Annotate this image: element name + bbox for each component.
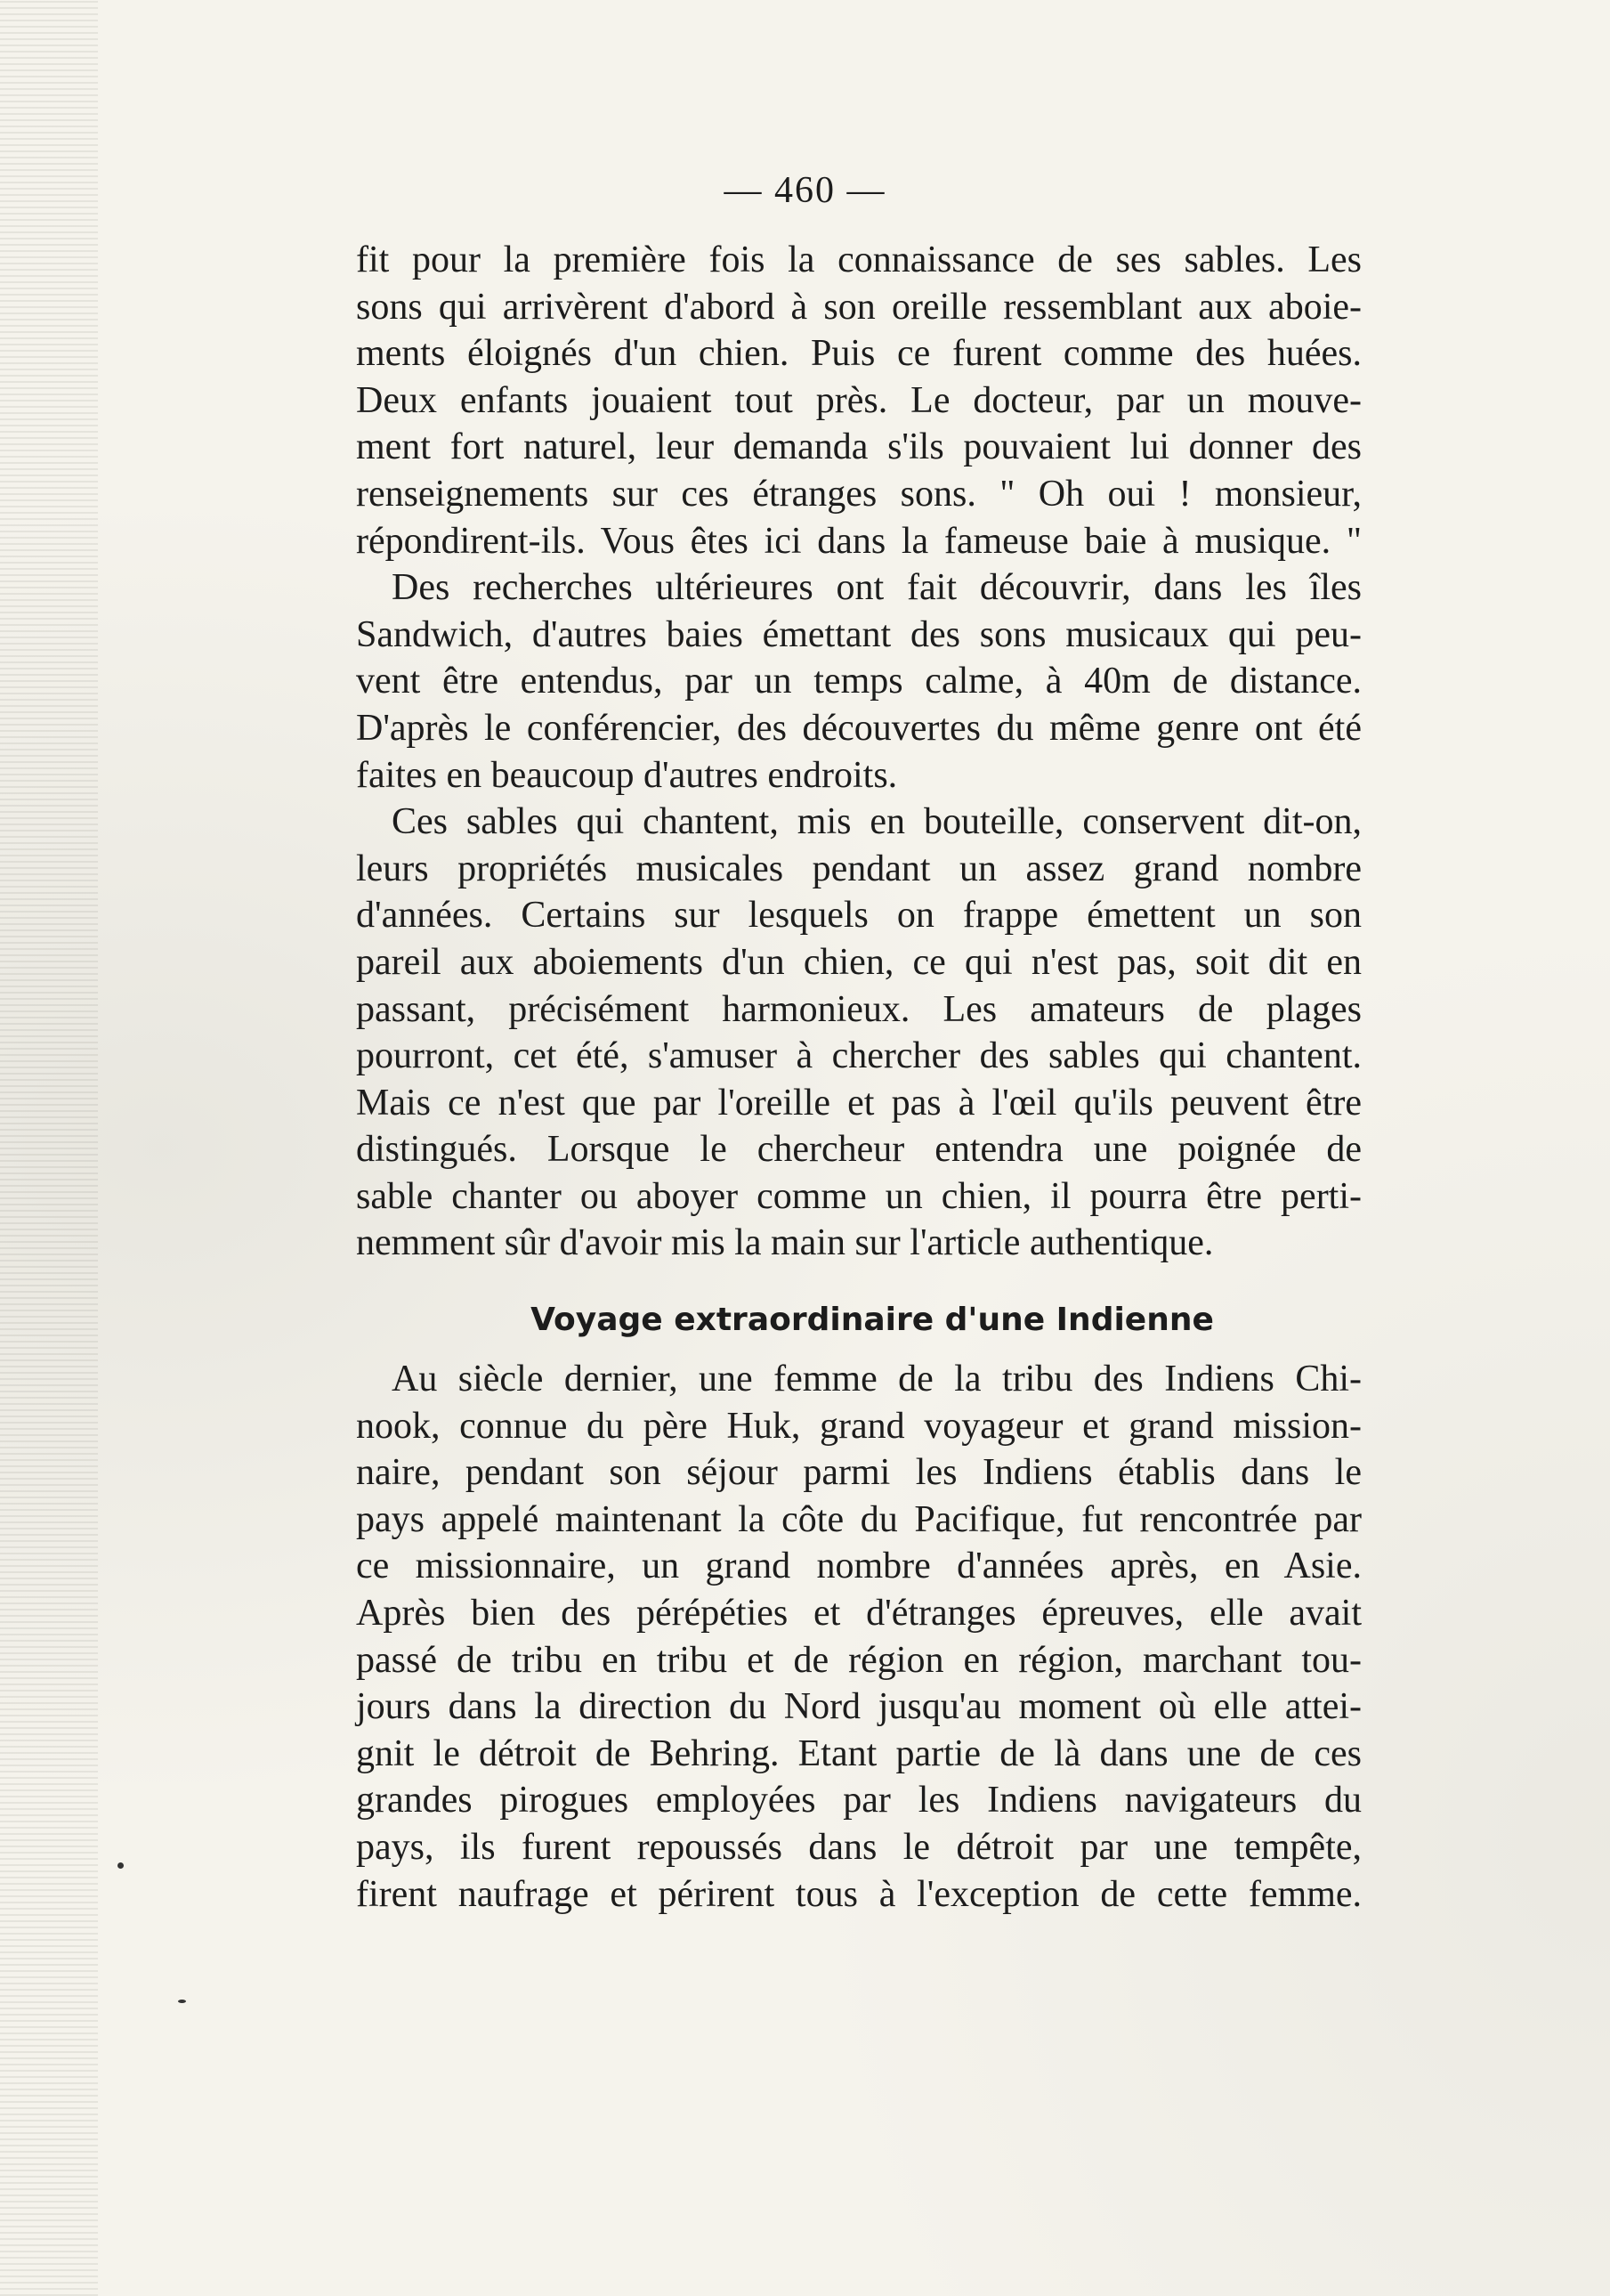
text-line: Sandwich, d'autres baies émettant des sons musicaux qui peu- (356, 613, 1362, 655)
text-line: jours dans la direction du Nord jusqu'au moment où elle attei- (356, 1686, 1362, 1728)
text-line: d'années. Certains sur lesquels on frappe émettent un son (356, 895, 1362, 937)
text-line: ce missionnaire, un grand nombre d'années après, en Asie. (356, 1546, 1362, 1587)
text-line: fit pour la première fois la connaissance de ses sables. Les (356, 239, 1362, 280)
text-line: leurs propriétés musicales pendant un assez grand nombre (356, 848, 1362, 889)
page-number: — 460 — (724, 170, 886, 211)
text-line: passé de tribu en tribu et de région en région, marchant tou- (356, 1639, 1362, 1681)
text-line: Deux enfants jouaient tout près. Le docteur, par un mouve- (356, 379, 1362, 421)
text-line: pareil aux aboiements d'un chien, ce qui n'est pas, soit dit en (356, 941, 1362, 983)
text-line: Après bien des pérépéties et d'étranges épreuves, elle avait (356, 1593, 1362, 1635)
paragraph (356, 799, 1362, 1267)
text-line: naire, pendant son séjour parmi les Indiens établis dans le (356, 1452, 1362, 1494)
ink-speck (117, 1862, 124, 1869)
text-line: ment fort naturel, leur demanda s'ils pouvaient lui donner des (356, 426, 1362, 468)
scan-edge-shading (0, 0, 98, 2296)
text-line: pays appelé maintenant la côte du Pacifique, fut rencontrée par (356, 1498, 1362, 1540)
text-line: Des recherches ultérieures ont fait découvrir, dans les îles (392, 567, 1362, 609)
text-line: gnit le détroit de Behring. Etant partie de là dans une de ces (356, 1732, 1362, 1774)
text-line: ments éloignés d'un chien. Puis ce furent comme des huées. (356, 333, 1362, 375)
section-heading: Voyage extraordinaire d'une Indienne (530, 1302, 1214, 1339)
text-line: vent être entendus, par un temps calme, à 40m de distance. (356, 661, 1362, 702)
paragraph (356, 564, 1362, 799)
text-line: faites en beaucoup d'autres endroits. (356, 754, 898, 796)
text-line: Au siècle dernier, une femme de la tribu des Indiens Chi- (392, 1359, 1362, 1400)
text-line: firent naufrage et périrent tous à l'exception de cette femme. (356, 1873, 1362, 1915)
text-line: pourront, cet été, s'amuser à chercher des sables qui chantent. (356, 1035, 1362, 1077)
text-line: Ces sables qui chantent, mis en bouteille, conservent dit-on, (392, 801, 1362, 843)
text-line: Mais ce n'est que par l'oreille et pas à l'œil qu'ils peuvent être (356, 1082, 1362, 1124)
text-line: passant, précisément harmonieux. Les amateurs de plages (356, 988, 1362, 1030)
text-line: renseignements sur ces étranges sons. " Oh oui ! monsieur, (356, 473, 1362, 515)
text-line: distingués. Lorsque le chercheur entendra une poignée de (356, 1129, 1362, 1171)
ink-speck (178, 2000, 186, 2003)
text-line: grandes pirogues employées par les Indiens navigateurs du (356, 1780, 1362, 1821)
text-line: D'après le conférencier, des découvertes du même genre ont été (356, 707, 1362, 749)
body-text (356, 237, 1362, 1918)
text-line: pays, ils furent repoussés dans le détroit par une tempête, (356, 1827, 1362, 1868)
text-line: sons qui arrivèrent d'abord à son oreille ressemblant aux aboie- (356, 286, 1362, 328)
text-line: nook, connue du père Huk, grand voyageur et grand mission- (356, 1405, 1362, 1447)
paragraph (356, 237, 1362, 564)
text-line: nemment sûr d'avoir mis la main sur l'article authentique. (356, 1222, 1214, 1264)
paragraph (356, 1356, 1362, 1918)
text-line: sable chanter ou aboyer comme un chien, il pourra être perti- (356, 1175, 1362, 1217)
text-line: répondirent-ils. Vous êtes ici dans la fameuse baie à musique. " (356, 520, 1362, 562)
